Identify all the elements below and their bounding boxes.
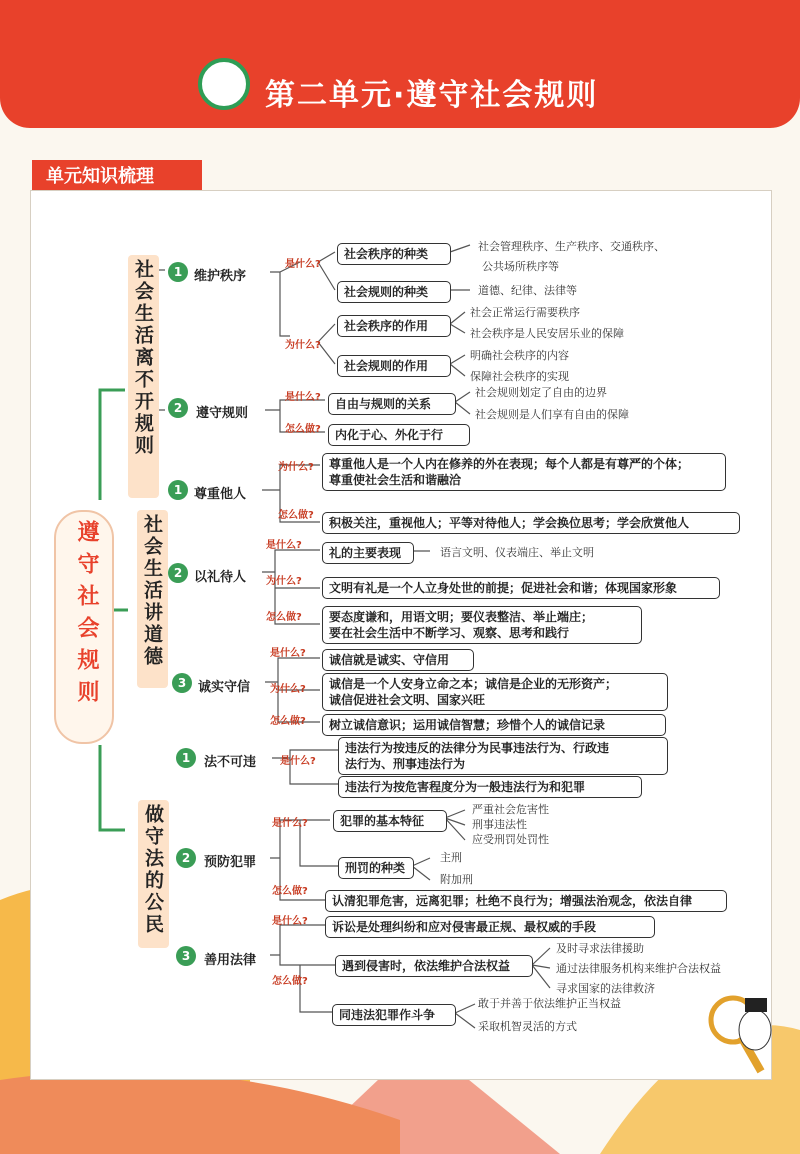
question-what: 是什么? <box>270 648 306 659</box>
detail-text: 保障社会秩序的实现 <box>470 370 569 383</box>
detail-text: 社会规则是人们享有自由的保障 <box>475 408 629 421</box>
concept-box: 内化于心、外化于行 <box>328 424 470 446</box>
question-how: 怎么做? <box>266 612 302 623</box>
detail-text: 社会规则划定了自由的边界 <box>475 386 607 399</box>
concept-box: 同违法犯罪作斗争 <box>332 1004 456 1026</box>
question-why: 为什么? <box>270 684 306 695</box>
concept-box <box>322 673 668 711</box>
detail-text: 严重社会危害性 <box>472 803 549 816</box>
question-how: 怎么做? <box>272 886 308 897</box>
concept-box <box>338 737 668 775</box>
concept-box: 树立诚信意识；运用诚信智慧；珍惜个人的诚信记录 <box>322 714 666 736</box>
topic-title: 善用法律 <box>204 953 257 968</box>
concept-box: 刑罚的种类 <box>338 857 414 879</box>
question-what: 是什么? <box>280 756 316 767</box>
detail-text: 公共场所秩序等 <box>482 260 559 273</box>
question-why: 为什么? <box>278 462 314 473</box>
topic-number: 1 <box>168 262 188 282</box>
topic-title: 法不可违 <box>204 755 257 770</box>
concept-box: 认清犯罪危害，远离犯罪；杜绝不良行为；增强法治观念，依法自律 <box>325 890 727 912</box>
concept-box: 违法行为按危害程度分为一般违法行为和犯罪 <box>338 776 642 798</box>
detail-text: 社会正常运行需要秩序 <box>470 306 580 319</box>
detail-text: 明确社会秩序的内容 <box>470 349 569 362</box>
why-line: 诚信促进社会文明、国家兴旺 <box>329 693 486 707</box>
question-why: 为什么? <box>266 576 302 587</box>
concept-box: 文明有礼是一个人立身处世的前提；促进社会和谐；体现国家形象 <box>322 577 720 599</box>
what-line: 违法行为按违反的法律分为民事违法行为、行政违 <box>345 741 610 755</box>
why-line: 诚信是一个人安身立命之本；诚信是企业的无形资产； <box>329 677 618 691</box>
topic-number: 1 <box>176 748 196 768</box>
detail-text: 社会管理秩序、生产秩序、交通秩序、 <box>478 240 665 253</box>
question-what: 是什么? <box>272 818 308 829</box>
detail-text: 敢于并善于依法维护正当权益 <box>478 997 621 1010</box>
detail-text: 附加刑 <box>440 873 473 886</box>
concept-box: 自由与规则的关系 <box>328 393 456 415</box>
branch-2-title: 社会生活讲道德 <box>137 510 168 688</box>
concept-box <box>322 453 726 491</box>
question-why: 为什么? <box>285 340 321 351</box>
question-what: 是什么? <box>266 540 302 551</box>
topic-title: 遵守规则 <box>196 406 249 421</box>
topic-number: 1 <box>168 480 188 500</box>
section-tab: 单元知识梳理 <box>32 160 202 194</box>
question-how: 怎么做? <box>285 424 321 435</box>
detail-text: 主刑 <box>440 851 462 864</box>
how-line: 要在社会生活中不断学习、观察、思考和践行 <box>329 626 570 640</box>
question-what: 是什么? <box>285 392 321 403</box>
concept-box: 社会规则的种类 <box>337 281 451 303</box>
concept-box: 社会秩序的作用 <box>337 315 451 337</box>
question-how: 怎么做? <box>272 976 308 987</box>
detail-text: 通过法律服务机构来维护合法权益 <box>556 962 721 975</box>
why-line: 尊重使社会生活和谐融洽 <box>329 473 462 487</box>
topic-number: 3 <box>172 673 192 693</box>
concept-box: 遇到侵害时，依法维护合法权益 <box>335 955 533 977</box>
concept-box: 礼的主要表现 <box>322 542 414 564</box>
topic-number: 2 <box>168 398 188 418</box>
topic-number: 3 <box>176 946 196 966</box>
concept-box: 社会秩序的种类 <box>337 243 451 265</box>
topic-title: 预防犯罪 <box>204 855 257 870</box>
question-how: 怎么做? <box>278 510 314 521</box>
topic-number: 2 <box>168 563 188 583</box>
detail-text: 应受刑罚处罚性 <box>472 833 549 846</box>
question-what: 是什么? <box>272 916 308 927</box>
detail-text: 社会秩序是人民安居乐业的保障 <box>470 327 624 340</box>
branch-3-title: 做守法的公民 <box>138 800 169 948</box>
concept-box: 积极关注，重视他人；平等对待他人；学会换位思考；学会欣赏他人 <box>322 512 740 534</box>
topic-number: 2 <box>176 848 196 868</box>
detail-text: 采取机智灵活的方式 <box>478 1020 577 1033</box>
question-what: 是什么? <box>285 259 321 270</box>
detail-text: 语言文明、仪表端庄、举止文明 <box>440 546 594 559</box>
concept-box: 社会规则的作用 <box>337 355 451 377</box>
why-line: 尊重他人是一个人内在修养的外在表现；每个人都是有尊严的个体； <box>329 457 690 471</box>
topic-title: 尊重他人 <box>194 487 247 502</box>
concept-box <box>322 606 642 644</box>
branch-1-title: 社会生活离不开规则 <box>128 255 159 498</box>
mascot-icon <box>705 990 785 1090</box>
question-how: 怎么做? <box>270 716 306 727</box>
topic-title: 维护秩序 <box>194 269 247 284</box>
how-line: 要态度谦和，用语文明；要仪表整洁、举止端庄； <box>329 610 594 624</box>
concept-box: 诚信就是诚实、守信用 <box>322 649 474 671</box>
detail-text: 刑事违法性 <box>472 818 527 831</box>
concept-box: 犯罪的基本特征 <box>333 810 447 832</box>
topic-title: 诚实守信 <box>198 680 251 695</box>
detail-text: 道德、纪律、法律等 <box>478 284 577 297</box>
root-node: 遵守社会规则 <box>74 520 99 712</box>
page-title: 第二单元·遵守社会规则 <box>265 78 599 113</box>
what-line: 法行为、刑事违法行为 <box>345 757 466 771</box>
detail-text: 及时寻求法律援助 <box>556 942 644 955</box>
concept-box: 诉讼是处理纠纷和应对侵害最正规、最权威的手段 <box>325 916 655 938</box>
topic-title: 以礼待人 <box>194 570 247 585</box>
detail-text: 寻求国家的法律救济 <box>556 982 655 995</box>
